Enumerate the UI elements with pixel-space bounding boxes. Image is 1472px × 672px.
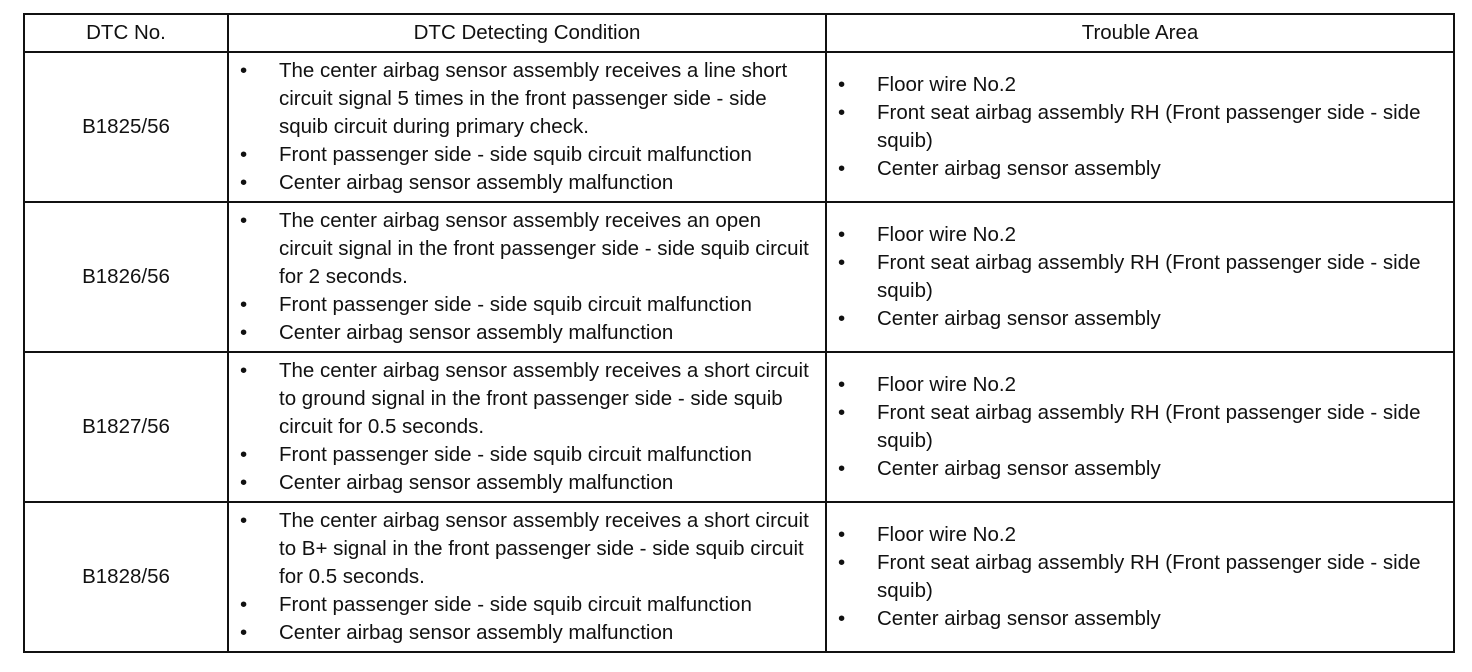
header-dtc-no: DTC No. <box>24 14 228 52</box>
bullet-icon: • <box>838 551 846 574</box>
bullet-icon: • <box>838 401 846 424</box>
bullet-icon: • <box>240 209 248 232</box>
dtc-code: B1828/56 <box>24 502 228 652</box>
trouble-area-item <box>827 305 1433 333</box>
condition-item-text: The center airbag sensor assembly receives a short circuit to ground signal in the front passenger side - side squib circuit for 0.5 seconds. <box>279 359 809 438</box>
trouble-area-item <box>827 249 1433 305</box>
trouble-area-item <box>827 99 1433 155</box>
condition-cell <box>228 202 826 352</box>
table-body <box>24 52 1454 652</box>
table-row <box>24 502 1454 652</box>
condition-item-list <box>229 357 825 497</box>
trouble-area-item-text: Floor wire No.2 <box>877 523 1016 546</box>
trouble-area-item-list <box>827 371 1453 483</box>
trouble-area-cell <box>826 502 1454 652</box>
condition-item-text: Front passenger side - side squib circuit malfunction <box>279 293 752 316</box>
bullet-icon: • <box>240 293 248 316</box>
trouble-area-item-text: Front seat airbag assembly RH (Front passenger side - side squib) <box>877 401 1421 452</box>
trouble-area-item <box>827 549 1433 605</box>
condition-cell <box>228 52 826 202</box>
bullet-icon: • <box>838 373 846 396</box>
trouble-area-item-text: Front seat airbag assembly RH (Front passenger side - side squib) <box>877 551 1421 602</box>
trouble-area-item-list <box>827 71 1453 183</box>
dtc-table <box>23 13 1455 653</box>
bullet-icon: • <box>838 307 846 330</box>
condition-item-text: Center airbag sensor assembly malfunction <box>279 471 674 494</box>
table-row <box>24 202 1454 352</box>
trouble-area-item <box>827 221 1433 249</box>
trouble-area-cell <box>826 52 1454 202</box>
trouble-area-item-list <box>827 521 1453 633</box>
condition-item-list <box>229 507 825 647</box>
dtc-code: B1826/56 <box>24 202 228 352</box>
trouble-area-item <box>827 455 1433 483</box>
bullet-icon: • <box>240 359 248 382</box>
trouble-area-item <box>827 371 1433 399</box>
condition-item <box>229 169 813 197</box>
trouble-area-item-text: Floor wire No.2 <box>877 73 1016 96</box>
trouble-area-item <box>827 605 1433 633</box>
trouble-area-item <box>827 521 1433 549</box>
bullet-icon: • <box>838 101 846 124</box>
condition-item-list <box>229 57 825 197</box>
condition-item <box>229 207 813 291</box>
dtc-code: B1825/56 <box>24 52 228 202</box>
condition-item-text: The center airbag sensor assembly receives an open circuit signal in the front passenger side - side squib circuit for 2 seconds. <box>279 209 809 288</box>
bullet-icon: • <box>838 457 846 480</box>
condition-item <box>229 507 813 591</box>
bullet-icon: • <box>240 509 248 532</box>
condition-item <box>229 141 813 169</box>
bullet-icon: • <box>240 321 248 344</box>
condition-item <box>229 441 813 469</box>
header-trouble-area: Trouble Area <box>826 14 1454 52</box>
trouble-area-item-text: Center airbag sensor assembly <box>877 457 1161 480</box>
condition-cell <box>228 502 826 652</box>
trouble-area-item-text: Center airbag sensor assembly <box>877 157 1161 180</box>
trouble-area-item-text: Center airbag sensor assembly <box>877 307 1161 330</box>
header-row <box>24 14 1454 52</box>
condition-item-text: The center airbag sensor assembly receives a short circuit to B+ signal in the front passenger side - side squib circuit for 0.5 seconds. <box>279 509 809 588</box>
bullet-icon: • <box>838 607 846 630</box>
trouble-area-item-text: Front seat airbag assembly RH (Front passenger side - side squib) <box>877 251 1421 302</box>
bullet-icon: • <box>838 157 846 180</box>
bullet-icon: • <box>838 523 846 546</box>
bullet-icon: • <box>240 593 248 616</box>
trouble-area-cell <box>826 352 1454 502</box>
trouble-area-item-list <box>827 221 1453 333</box>
bullet-icon: • <box>240 621 248 644</box>
table-row <box>24 352 1454 502</box>
trouble-area-item <box>827 71 1433 99</box>
condition-item-text: Front passenger side - side squib circuit malfunction <box>279 143 752 166</box>
bullet-icon: • <box>838 251 846 274</box>
condition-item <box>229 319 813 347</box>
bullet-icon: • <box>240 171 248 194</box>
condition-item <box>229 469 813 497</box>
condition-item-text: Center airbag sensor assembly malfunction <box>279 621 674 644</box>
trouble-area-cell <box>826 202 1454 352</box>
bullet-icon: • <box>240 443 248 466</box>
bullet-icon: • <box>240 143 248 166</box>
condition-item-text: Center airbag sensor assembly malfunction <box>279 171 674 194</box>
condition-item <box>229 619 813 647</box>
trouble-area-item-text: Floor wire No.2 <box>877 373 1016 396</box>
trouble-area-item <box>827 155 1433 183</box>
dtc-code: B1827/56 <box>24 352 228 502</box>
condition-item-text: The center airbag sensor assembly receives a line short circuit signal 5 times in the front passenger side - side squib circuit during primary check. <box>279 59 788 138</box>
condition-item <box>229 357 813 441</box>
bullet-icon: • <box>240 59 248 82</box>
condition-item <box>229 291 813 319</box>
condition-cell <box>228 352 826 502</box>
trouble-area-item-text: Floor wire No.2 <box>877 223 1016 246</box>
trouble-area-item <box>827 399 1433 455</box>
trouble-area-item-text: Front seat airbag assembly RH (Front passenger side - side squib) <box>877 101 1421 152</box>
trouble-area-item-text: Center airbag sensor assembly <box>877 607 1161 630</box>
header-condition: DTC Detecting Condition <box>228 14 826 52</box>
condition-item-list <box>229 207 825 347</box>
bullet-icon: • <box>838 73 846 96</box>
condition-item-text: Front passenger side - side squib circuit malfunction <box>279 443 752 466</box>
condition-item-text: Front passenger side - side squib circuit malfunction <box>279 593 752 616</box>
bullet-icon: • <box>240 471 248 494</box>
bullet-icon: • <box>838 223 846 246</box>
condition-item <box>229 591 813 619</box>
condition-item-text: Center airbag sensor assembly malfunction <box>279 321 674 344</box>
condition-item <box>229 57 813 141</box>
table-row <box>24 52 1454 202</box>
